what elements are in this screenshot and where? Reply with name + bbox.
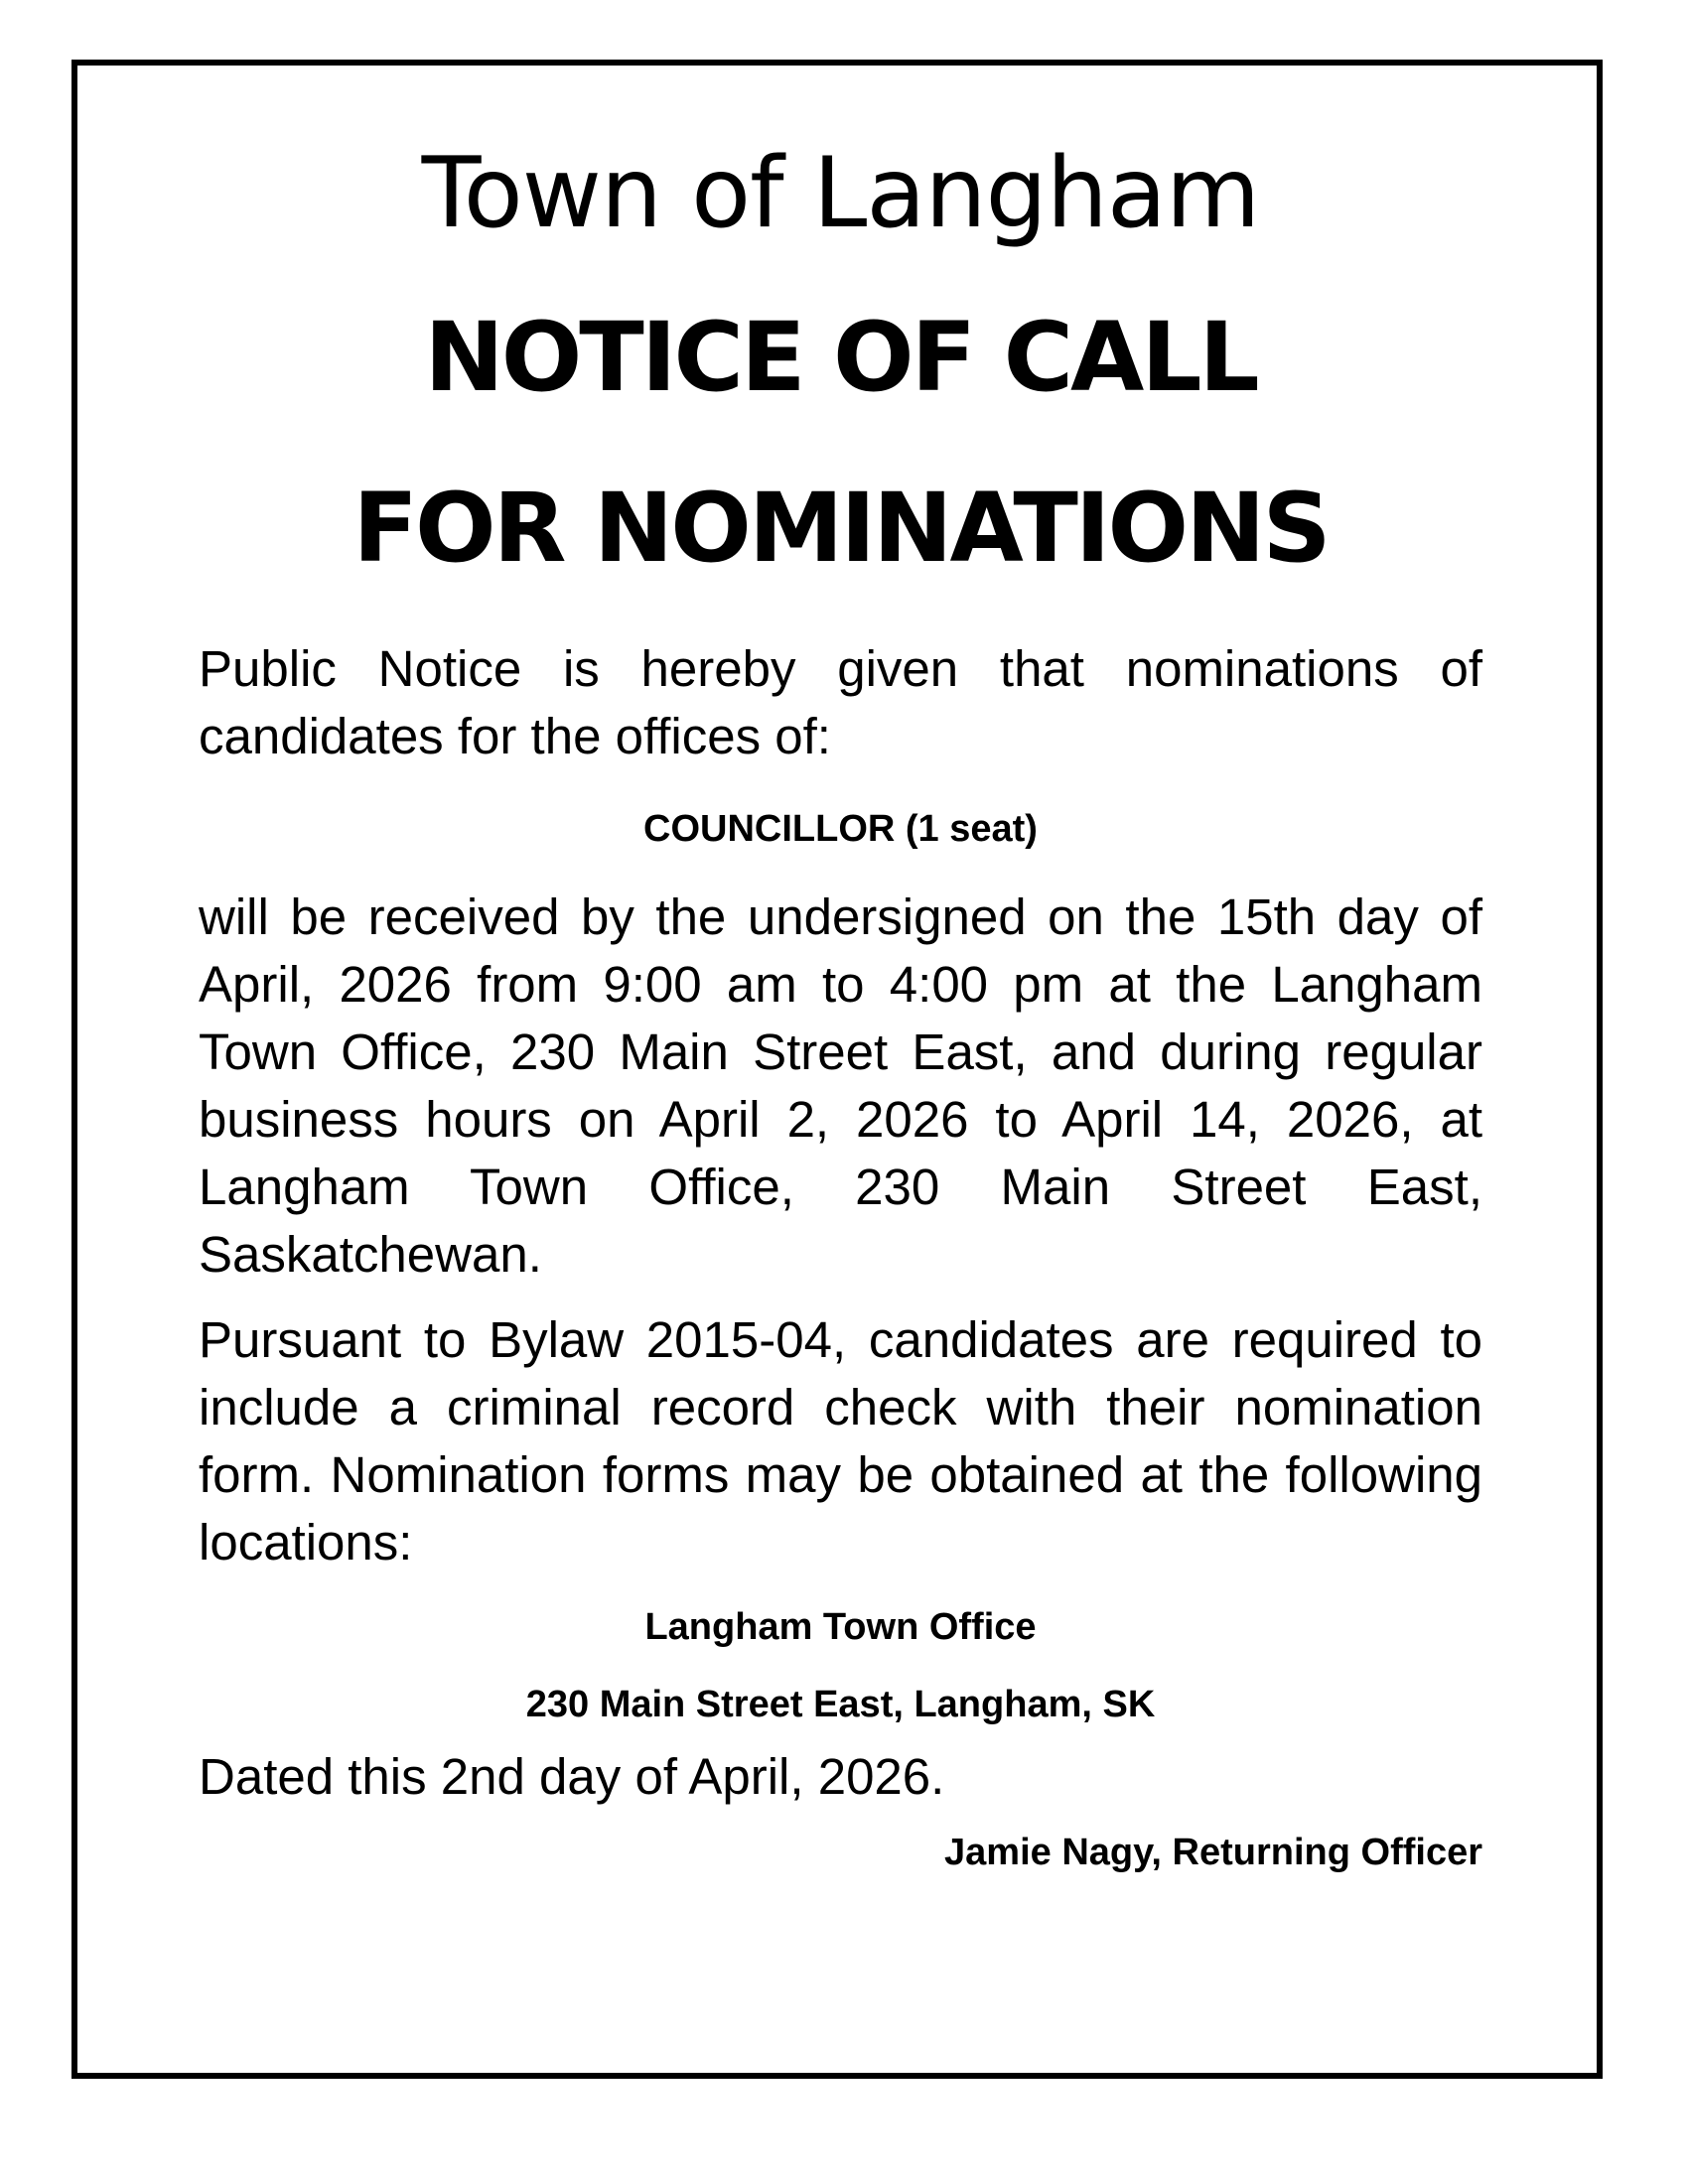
notice-content [199, 129, 1482, 1916]
office-title: COUNCILLOR (1 seat) [643, 808, 1038, 850]
notice-heading-line-2: FOR NOMINATIONS [352, 473, 1329, 584]
location-address: 230 Main Street East, Langham, SK [525, 1684, 1156, 1725]
bylaw-paragraph: Pursuant to Bylaw 2015-04, candidates are required to include a criminal record check with their nomination form. Nomination forms may be obtained at the following locations: [199, 1311, 1482, 1570]
intro-paragraph: Public Notice is hereby given that nominations of candidates for the offices of: [199, 640, 1482, 764]
receipt-details-paragraph: will be received by the undersigned on the 15th day of April, 2026 from 9:00 am to 4:00 pm at the Langham Town Office, 230 Main Street East, and during regular business hours on April 2, 2026 to April 14, 2026, at Langham Town Office, 230 Main Street East, Saskatchewan. [199, 888, 1482, 1283]
returning-officer-signature: Jamie Nagy, Returning Officer [944, 1832, 1482, 1873]
town-title: Town of Langham [421, 137, 1260, 250]
dated-line: Dated this 2nd day of April, 2026. [199, 1748, 945, 1805]
location-block [199, 1602, 1482, 1729]
location-name: Langham Town Office [644, 1606, 1037, 1648]
notice-heading-line-1: NOTICE OF CALL [424, 302, 1257, 413]
